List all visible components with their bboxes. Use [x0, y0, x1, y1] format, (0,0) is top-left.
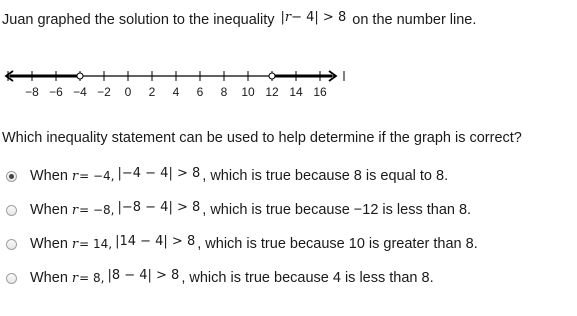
tick-label: 8 [220, 85, 228, 99]
number-line-graph [0, 60, 350, 104]
answer-option-4[interactable] [6, 268, 566, 288]
option-value: = −4, [79, 169, 115, 183]
option-variable: r [71, 270, 79, 286]
option-when: When [30, 236, 68, 252]
tick-label: 0 [124, 85, 132, 99]
tick-label: 2 [148, 85, 156, 99]
option-reason: , which is true because 8 is equal to 8. [202, 168, 449, 184]
radio-button-2[interactable] [6, 205, 17, 216]
tick-label: 12 [265, 85, 279, 99]
answer-option-1[interactable] [6, 166, 566, 186]
option-value: = 8, [79, 271, 105, 285]
option-reason: , which is true because 10 is greater than 8. [197, 236, 478, 252]
tick-label: −4 [73, 85, 87, 99]
question-text: Which inequality statement can be used to help determine if the graph is correct? [2, 130, 522, 146]
problem-statement [2, 12, 476, 28]
radio-button-4[interactable] [6, 273, 17, 284]
open-point [269, 73, 275, 79]
option-value: = −8, [79, 203, 115, 217]
tick-label: 16 [313, 85, 327, 99]
tick-label: 10 [241, 85, 255, 99]
option-value: = 14, [79, 237, 113, 251]
tick-label: 14 [289, 85, 303, 99]
tick-label: −2 [97, 85, 111, 99]
abs-open: | [280, 10, 285, 25]
tick-label: 4 [172, 85, 180, 99]
option-when: When [30, 168, 68, 184]
tick-label: −8 [25, 85, 39, 99]
radio-button-1[interactable] [6, 171, 17, 182]
option-variable: r [71, 236, 79, 252]
option-expression: |−8 − 4| > 8 [117, 199, 201, 215]
tick-label: 6 [196, 85, 204, 99]
option-expression: |14 − 4| > 8 [115, 233, 196, 249]
inequality-expression [281, 10, 347, 25]
prompt-text-before: Juan graphed the solution to the inequality [2, 12, 275, 28]
option-reason: , which is true because −12 is less than 8. [202, 202, 472, 218]
option-expression: |8 − 4| > 8 [107, 267, 180, 283]
option-expression: |−4 − 4| > 8 [117, 165, 201, 181]
option-reason: , which is true because 4 is less than 8. [181, 270, 434, 286]
prompt-text-after: on the number line. [352, 12, 477, 28]
option-when: When [30, 202, 68, 218]
answer-option-2[interactable] [6, 200, 566, 220]
radio-button-3[interactable] [6, 239, 17, 250]
answer-option-3[interactable] [6, 234, 566, 254]
option-variable: r [71, 168, 79, 184]
option-when: When [30, 270, 68, 286]
open-point [77, 73, 83, 79]
option-variable: r [71, 202, 79, 218]
math-rest: − 4| > 8 [291, 10, 347, 25]
tick-label: −6 [49, 85, 63, 99]
math-variable: r [284, 10, 292, 25]
